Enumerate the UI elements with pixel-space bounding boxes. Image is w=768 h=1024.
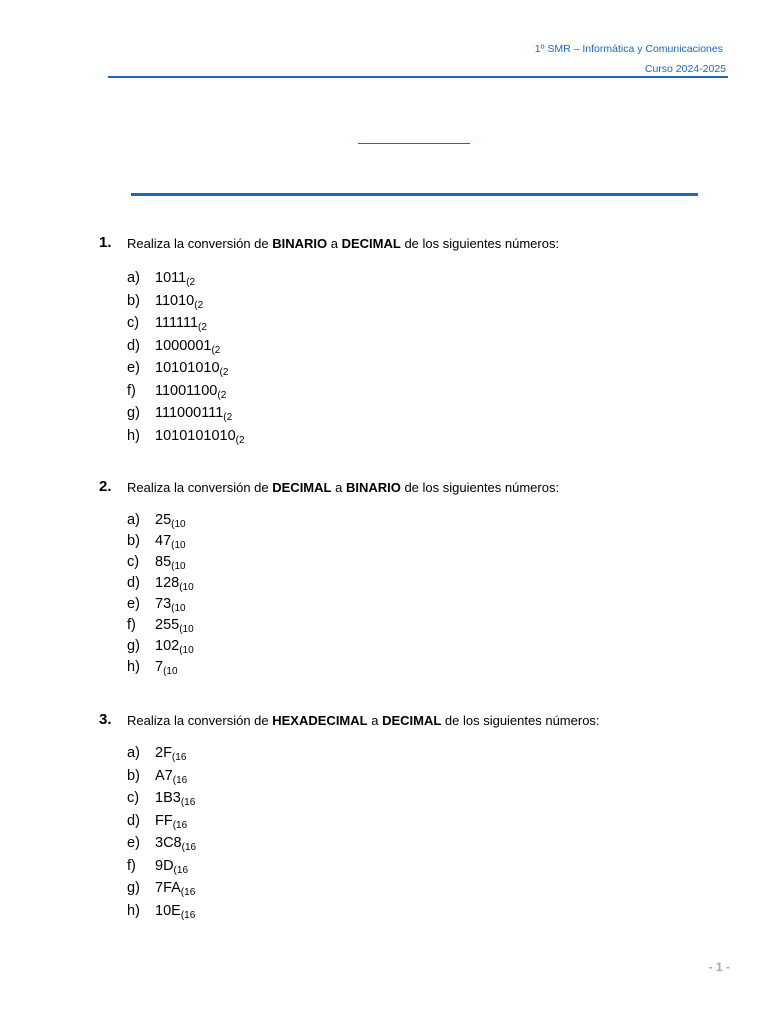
question-number: 2. [99, 478, 112, 495]
item-base-subscript: (2 [198, 322, 207, 333]
item-base-subscript: (10 [179, 645, 194, 656]
item-letter: b) [127, 533, 140, 549]
item-value: 7FA [155, 880, 181, 896]
item-letter: f) [127, 617, 136, 633]
item-number [155, 835, 196, 851]
item-value: 25 [155, 512, 172, 528]
item-letter: d) [127, 337, 140, 354]
item-letter: h) [127, 902, 140, 919]
item-number [155, 512, 186, 528]
header-course-name: 1º SMR – Informática y Comunicaciones [534, 43, 723, 55]
item-base-subscript: (16 [173, 864, 188, 876]
item-value: 1010101010 [155, 427, 236, 444]
item-base-subscript: (10 [171, 561, 186, 572]
item-value: 255 [155, 617, 180, 633]
item-number [155, 903, 195, 919]
item-letter: h) [127, 659, 140, 675]
item-base-subscript: (2 [217, 389, 227, 401]
item-number [155, 813, 187, 829]
item-value: 10101010 [155, 360, 220, 376]
item-letter: g) [127, 880, 140, 896]
question-2 [0, 478, 768, 677]
item-value: FF [155, 812, 173, 829]
item-value: A7 [155, 767, 173, 784]
item-letter: f) [127, 857, 136, 874]
item-value: 10E [155, 902, 181, 919]
item-number [155, 790, 195, 806]
item-base-subscript: (16 [172, 819, 188, 831]
item-base-subscript: (10 [163, 666, 178, 677]
item-number [155, 768, 187, 784]
question-number: 3. [99, 711, 112, 728]
item-base-subscript: (16 [180, 909, 196, 921]
item-number [155, 858, 188, 874]
item-letter: a) [127, 745, 140, 761]
item-letter: e) [127, 835, 140, 851]
item-number [155, 575, 194, 591]
item-base-subscript: (2 [223, 412, 233, 423]
item-letter: b) [127, 292, 140, 309]
item-value: 111000111 [155, 405, 224, 421]
item-number [155, 880, 195, 896]
question-1 [0, 234, 768, 446]
item-letter: c) [127, 790, 140, 806]
item-base-subscript: (2 [186, 277, 196, 288]
item-value: 9D [155, 857, 174, 874]
item-letter: d) [127, 575, 140, 591]
item-letter: c) [127, 554, 140, 570]
item-value: 85 [155, 554, 172, 570]
item-base-subscript: (10 [171, 540, 186, 551]
item-letter: h) [127, 427, 140, 444]
item-value: 11001100 [155, 382, 218, 399]
item-base-subscript: (10 [179, 624, 194, 635]
item-number [155, 383, 226, 399]
item-base-subscript: (10 [171, 519, 186, 530]
item-base-subscript: (16 [172, 774, 188, 786]
item-value: 11010 [155, 292, 195, 309]
item-number [155, 428, 245, 444]
item-number [155, 270, 195, 286]
item-number [155, 533, 186, 549]
item-number [155, 596, 186, 612]
title-underline [358, 143, 470, 144]
item-letter: e) [127, 360, 140, 376]
item-number [155, 338, 220, 354]
item-value: 1011 [155, 270, 187, 286]
question-3 [0, 711, 768, 921]
question-text: Realiza la conversión de HEXADECIMAL a DECIMAL de los siguientes números: [127, 713, 600, 728]
item-value: 7 [155, 659, 164, 675]
question-text: Realiza la conversión de DECIMAL a BINARIO de los siguientes números: [127, 480, 560, 495]
item-value: 47 [155, 533, 172, 549]
page-number: - 1 - [708, 960, 730, 974]
item-value: 3C8 [155, 835, 182, 851]
item-base-subscript: (10 [171, 603, 186, 614]
item-number [155, 745, 186, 761]
item-base-subscript: (2 [219, 367, 229, 378]
item-letter: c) [127, 315, 140, 331]
item-number [155, 638, 194, 654]
item-value: 102 [155, 638, 180, 654]
item-letter: e) [127, 596, 140, 612]
item-letter: g) [127, 638, 140, 654]
item-base-subscript: (16 [181, 842, 197, 853]
title-divider [131, 193, 698, 196]
item-value: 1000001 [155, 337, 212, 354]
item-number [155, 554, 186, 570]
item-letter: b) [127, 767, 140, 784]
item-number [155, 293, 203, 309]
item-letter: a) [127, 512, 140, 528]
item-base-subscript: (2 [194, 299, 204, 311]
item-base-subscript: (2 [235, 434, 245, 446]
item-letter: d) [127, 812, 140, 829]
item-value: 2F [155, 745, 172, 761]
item-base-subscript: (16 [180, 887, 196, 898]
item-base-subscript: (16 [171, 752, 187, 763]
item-letter: a) [127, 270, 140, 286]
header-course-year: Curso 2024-2025 [644, 63, 726, 75]
header-divider [108, 76, 728, 78]
item-value: 73 [155, 596, 172, 612]
item-value: 1B3 [155, 790, 181, 806]
item-base-subscript: (2 [211, 344, 221, 356]
item-number [155, 659, 178, 675]
item-number [155, 360, 228, 376]
item-letter: f) [127, 382, 136, 399]
item-value: 128 [155, 575, 180, 591]
question-text: Realiza la conversión de BINARIO a DECIMAL de los siguientes números: [127, 236, 560, 251]
item-value: 111111 [155, 315, 199, 331]
item-number [155, 405, 232, 421]
item-number [155, 617, 194, 633]
item-base-subscript: (10 [179, 582, 194, 593]
question-number: 1. [99, 234, 112, 251]
item-number [155, 315, 207, 331]
item-base-subscript: (16 [180, 797, 196, 808]
item-letter: g) [127, 405, 140, 421]
